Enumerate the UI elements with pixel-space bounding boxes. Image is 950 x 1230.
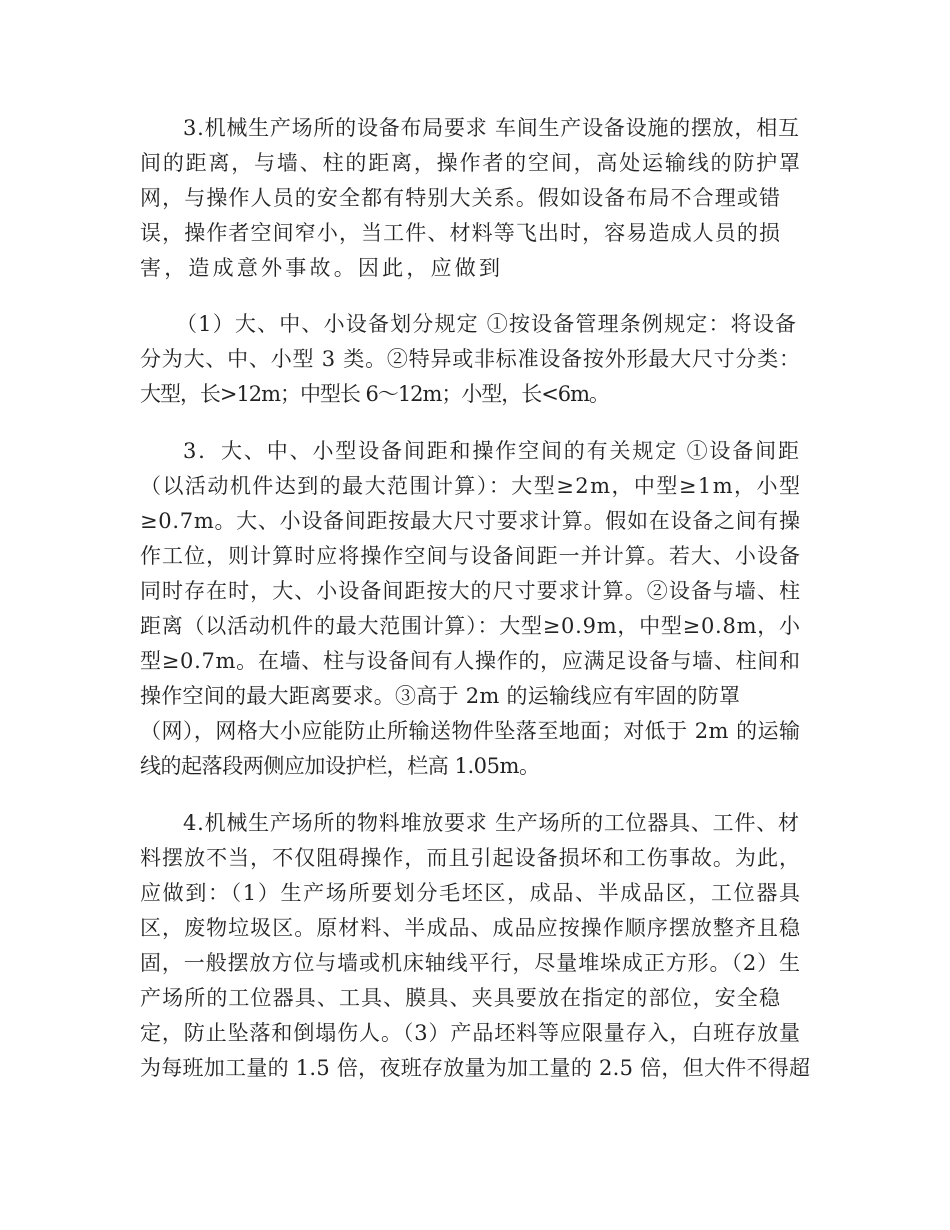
text-line: 固，一般摆放方位与墙或机床轴线平行，尽量堆垛成正方形。（2）生 [140,951,801,975]
text-line: （1）大、中、小设备划分规定 ①按设备管理条例规定：将设备 [176,312,798,336]
text-line: 3．大、中、小型设备间距和操作空间的有关规定 ①设备间距 [183,439,801,463]
text-line: 误，操作者空间窄小，当工件、材料等飞出时，容易造成人员的损 [140,221,782,245]
text-line: 害，造成意外事故。因此，应做到 [140,256,504,280]
text-line: 型≥0.7m。在墙、柱与设备间有人操作的，应满足设备与墙、柱间和 [140,649,801,673]
text-line: 大型，长>12m；中型长 6～12m；小型，长<6m。 [140,382,609,406]
text-line: 分为大、中、小型 3 类。②特异或非标准设备按外形最大尺寸分类： [140,347,801,371]
text-line: 操作空间的最大距离要求。③高于 2m 的运输线应有牢固的防罩 [140,684,741,708]
text-line: 区，废物垃圾区。原材料、半成品、成品应按操作顺序摆放整齐且稳 [140,916,802,940]
text-line: ≥0.7m。大、小设备间距按最大尺寸要求计算。假如在设备之间有操 [140,509,801,533]
text-line: 网，与操作人员的安全都有特别大关系。假如设备布局不合理或错 [140,186,782,210]
text-line: 线的起落段两侧应加设护栏，栏高 1.05m。 [140,754,540,778]
text-line: 定，防止坠落和倒塌伤人。（3）产品坯料等应限量存入，白班存放量 [140,1021,801,1045]
text-line: 作工位，则计算时应将操作空间与设备间距一并计算。若大、小设备 [140,544,802,568]
text-line: （网），网格大小应能防止所输送物件坠落至地面；对低于 2m 的运输 [140,719,801,743]
text-line: 产场所的工位器具、工具、膜具、夹具要放在指定的部位，安全稳 [140,986,782,1010]
text-line: 间的距离，与墙、柱的距离，操作者的空间，高处运输线的防护罩 [140,151,802,175]
text-line: 应做到：（1）生产场所要划分毛坯区，成品、半成品区，工位器具 [140,881,802,905]
text-line: 3.机械生产场所的设备布局要求 车间生产设备设施的摆放，相互 [183,116,800,140]
text-line: （以活动机件达到的最大范围计算）：大型≥2m，中型≥1m，小型 [140,474,802,498]
text-line: 料摆放不当，不仅阻碍操作，而且引起设备损坏和工伤事故。为此， [140,846,802,870]
text-line: 距离（以活动机件的最大范围计算）：大型≥0.9m，中型≥0.8m，小 [140,614,801,638]
text-line: 同时存在时，大、小设备间距按大的尺寸要求计算。②设备与墙、柱 [140,579,802,603]
text-line: 4.机械生产场所的物料堆放要求 生产场所的工位器具、工件、材 [183,811,800,835]
text-line: 为每班加工量的 1.5 倍，夜班存放量为加工量的 2.5 倍，但大件不得超 [140,1056,811,1080]
